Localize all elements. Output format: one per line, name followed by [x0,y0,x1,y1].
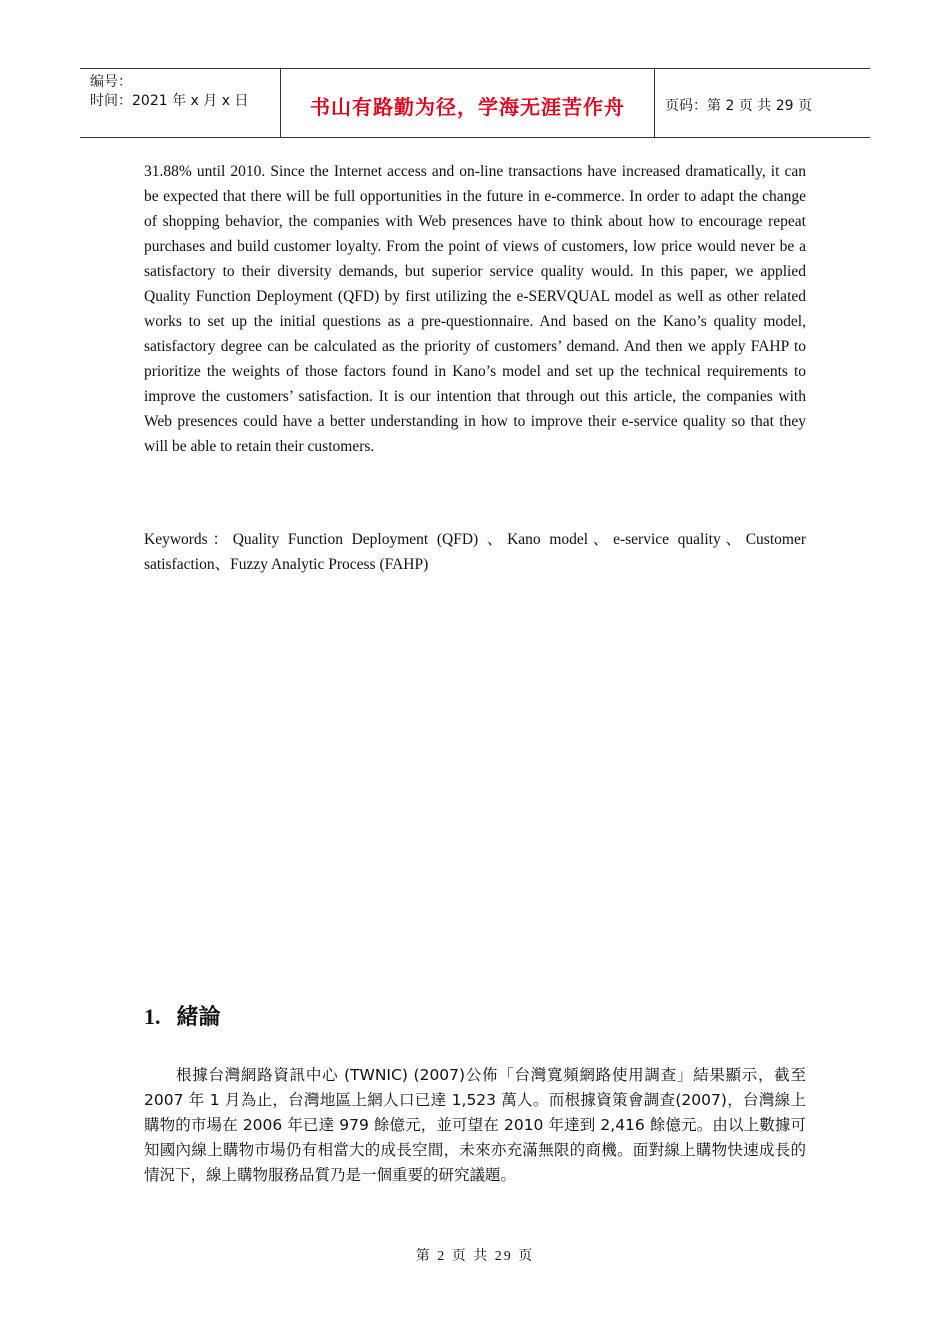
header-page-info: 页码：第 2 页 共 29 页 [665,98,812,114]
section-heading [144,1000,221,1031]
header-meta [80,69,281,137]
header-motto: 书山有路勤为径，学海无涯苦作舟 [310,94,625,119]
section-number: 1. [144,1004,161,1029]
header-motto-cell [281,69,655,137]
doc-date-label: 时间：2021 年 x 月 x 日 [90,93,249,109]
page-footer: 第 2 页 共 29 页 [415,1249,535,1264]
section-title: 緒論 [176,1005,221,1030]
keywords-paragraph: Keywords：Quality Function Deployment (QFD) 、Kano model、e-service quality、Customer satisfaction、Fuzzy Analytic Process (FAHP) [144,531,806,573]
intro-paragraph: 根據台灣網路資訊中心 (TWNIC) (2007)公佈「台灣寬頻網路使用調查」結果顯示，截至 2007 年 1 月為止，台灣地區上網人口已達 1,523 萬人。而根據資策會調查(2007)，台灣線上購物的市場在 2006 年已達 979 餘億元，並可望在 2010 年達到 2,416 餘億元。由以上數據可知國內線上購物市場仍有相當大的成長空間，未來亦充滿無限的商機。面對線上購物快速成長的情況下，線上購物服務品質乃是一個重要的研究議題。 [144,1066,806,1184]
doc-number-label: 编号： [90,74,132,90]
page-header [80,68,870,138]
abstract-paragraph: 31.88% until 2010. Since the Internet access and on-line transactions have increased dramatically, it can be expected that there will be full opportunities in the future in e-commerce. In order to adapt the change of shopping behavior, the companies with Web presences have to think about how to encourage repeat purchases and build customer loyalty. From the point of views of customers, low price would never be a satisfactory to their diversity demands, but superior service quality would. In this paper, we applied Quality Function Deployment (QFD) by first utilizing the e-SERVQUAL model as well as other related works to set up the initial questions as a pre-questionnaire. And based on the Kano’s quality model, satisfactory degree can be calculated as the priority of customers’ demand. And then we apply FAHP to prioritize the weights of those factors found in Kano’s model and set up the technical requirements to improve the customers’ satisfaction. It is our intention that through out this article, the companies with Web presences could have a better understanding in how to improve their e-service quality so that they will be able to retain their customers. [144,163,806,455]
header-page-cell [655,69,870,137]
